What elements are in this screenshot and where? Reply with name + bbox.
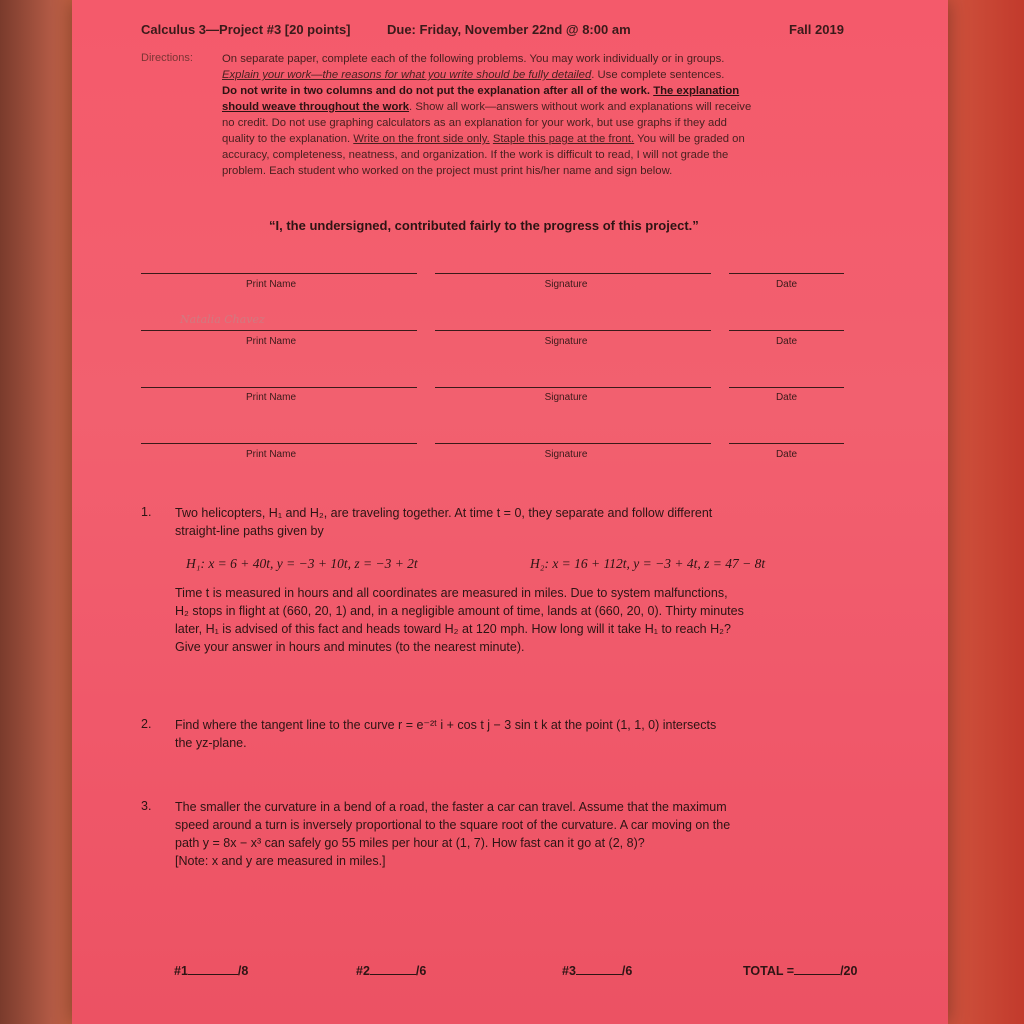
pledge-statement: “I, the undersigned, contributed fairly to the progress of this project.” bbox=[269, 218, 699, 233]
date-label: Date bbox=[775, 279, 798, 290]
score-label: #1 bbox=[174, 964, 188, 978]
problem-line: straight-line paths given by bbox=[175, 524, 324, 538]
directions-text bbox=[222, 51, 872, 179]
score-label: TOTAL = bbox=[743, 964, 795, 978]
date-label: Date bbox=[775, 336, 798, 347]
problem-1-body bbox=[175, 584, 875, 656]
directions-emphasis: Explain your work—the reasons for what you write should be fully detailed bbox=[222, 69, 592, 81]
problem-line: H₂ stops in flight at (660, 20, 1) and, in a negligible amount of time, lands at (660, 20, 0). Thirty minutes bbox=[175, 604, 744, 618]
name-line[interactable] bbox=[141, 330, 417, 331]
directions-underlined: should weave throughout the work bbox=[222, 101, 410, 113]
helicopter-1-equation: H₁: x = 6 + 40t, y = −3 + 10t, z = −3 + 2t bbox=[186, 556, 418, 571]
problem-3-text bbox=[175, 798, 875, 870]
name-line[interactable] bbox=[141, 387, 417, 388]
handwritten-name: Natalia Chavez bbox=[180, 313, 265, 326]
print-name-label: Print Name bbox=[245, 279, 296, 290]
problem-line: Time t is measured in hours and all coordinates are measured in miles. Due to system malfunctions, bbox=[175, 586, 728, 600]
helicopter-2-equation: H₂: x = 16 + 112t, y = −3 + 4t, z = 47 − 8t bbox=[530, 556, 766, 571]
problem-line: [Note: x and y are measured in miles.] bbox=[175, 854, 386, 868]
problem-line: Find where the tangent line to the curve r = e⁻²ᵗ i + cos t j − 3 sin t k at the point (1, 1, 0) intersects bbox=[175, 718, 717, 732]
date-line[interactable] bbox=[729, 330, 844, 331]
problem-line: path y = 8x − x³ can safely go 55 miles per hour at (1, 7). How fast can it go at (2, 8)? bbox=[175, 836, 645, 850]
project-title: Calculus 3—Project #3 [20 points] bbox=[141, 22, 351, 37]
score-blank[interactable] bbox=[188, 962, 238, 975]
name-line[interactable] bbox=[141, 273, 417, 274]
score-total: /6 bbox=[621, 964, 633, 978]
print-name-label: Print Name bbox=[245, 336, 296, 347]
problem-line: the yz-plane. bbox=[175, 736, 247, 750]
due-date: Due: Friday, November 22nd @ 8:00 am bbox=[387, 22, 631, 37]
date-line[interactable] bbox=[729, 443, 844, 444]
score-total: /20 bbox=[840, 964, 858, 978]
score-blank[interactable] bbox=[794, 962, 840, 975]
date-line[interactable] bbox=[729, 387, 844, 388]
directions-bold: Do not write in two columns and do not put the explanation after all of the work. bbox=[222, 85, 651, 97]
problem-line: The smaller the curvature in a bend of a road, the faster a car can travel. Assume that the maximum bbox=[175, 800, 727, 814]
date-line[interactable] bbox=[729, 273, 844, 274]
print-name-label: Print Name bbox=[245, 392, 296, 403]
score-total-row bbox=[743, 962, 857, 978]
problem-3-number: 3. bbox=[141, 799, 152, 813]
score-blank[interactable] bbox=[576, 962, 622, 975]
problem-1-number: 1. bbox=[141, 505, 152, 519]
directions-line bbox=[222, 83, 872, 99]
score-label: #2 bbox=[356, 964, 370, 978]
problem-line: Two helicopters, H₁ and H₂, are traveling together. At time t = 0, they separate and follow different bbox=[175, 506, 713, 520]
directions-text-segment: . Show all work—answers without work and explanations will receive bbox=[409, 101, 752, 113]
directions-line: On separate paper, complete each of the following problems. You may work individually or in groups. bbox=[222, 53, 725, 65]
term: Fall 2019 bbox=[789, 22, 844, 37]
problem-1-text bbox=[175, 504, 875, 540]
directions-line bbox=[222, 99, 872, 115]
problem-line: later, H₁ is advised of this fact and heads toward H₂ at 120 mph. How long will it take H₁ to reach H₂? bbox=[175, 622, 731, 636]
directions-line bbox=[222, 67, 872, 83]
signature-label: Signature bbox=[544, 279, 588, 290]
signature-label: Signature bbox=[544, 392, 588, 403]
directions-underlined: Write on the front side only. bbox=[353, 133, 490, 145]
directions-underlined: Staple this page at the front. bbox=[492, 133, 635, 145]
score-label: #3 bbox=[562, 964, 576, 978]
directions-label: Directions: bbox=[141, 52, 193, 64]
signature-label: Signature bbox=[544, 449, 588, 460]
directions-underlined: The explanation bbox=[653, 85, 740, 97]
name-line[interactable] bbox=[141, 443, 417, 444]
problem-line: speed around a turn is inversely proportional to the square root of the curvature. A car moving on the bbox=[175, 818, 731, 832]
score-problem-1 bbox=[174, 962, 248, 978]
print-name-label: Print Name bbox=[245, 449, 296, 460]
directions-text-segment: You will be graded on bbox=[637, 133, 745, 145]
signature-line[interactable] bbox=[435, 330, 711, 331]
directions-text-segment: quality to the explanation. bbox=[222, 133, 351, 145]
date-label: Date bbox=[775, 449, 798, 460]
directions-line bbox=[222, 131, 872, 147]
signature-label: Signature bbox=[544, 336, 588, 347]
score-problem-3 bbox=[562, 962, 632, 978]
directions-line: accuracy, completeness, neatness, and organization. If the work is difficult to read, I will not grade the bbox=[222, 149, 729, 161]
problem-2-number: 2. bbox=[141, 717, 152, 731]
directions-line: no credit. Do not use graphing calculators as an explanation for your work, but use graphs if they add bbox=[222, 117, 727, 129]
score-blank[interactable] bbox=[370, 962, 416, 975]
directions-line: problem. Each student who worked on the project must print his/her name and sign below. bbox=[222, 165, 673, 177]
score-problem-2 bbox=[356, 962, 426, 978]
signature-line[interactable] bbox=[435, 443, 711, 444]
score-total: /8 bbox=[237, 964, 249, 978]
date-label: Date bbox=[775, 392, 798, 403]
signature-line[interactable] bbox=[435, 387, 711, 388]
problem-2-text bbox=[175, 716, 875, 752]
signature-line[interactable] bbox=[435, 273, 711, 274]
score-total: /6 bbox=[415, 964, 427, 978]
directions-text-segment: . Use complete sentences. bbox=[591, 69, 725, 81]
problem-line: Give your answer in hours and minutes (to the nearest minute). bbox=[175, 640, 525, 654]
